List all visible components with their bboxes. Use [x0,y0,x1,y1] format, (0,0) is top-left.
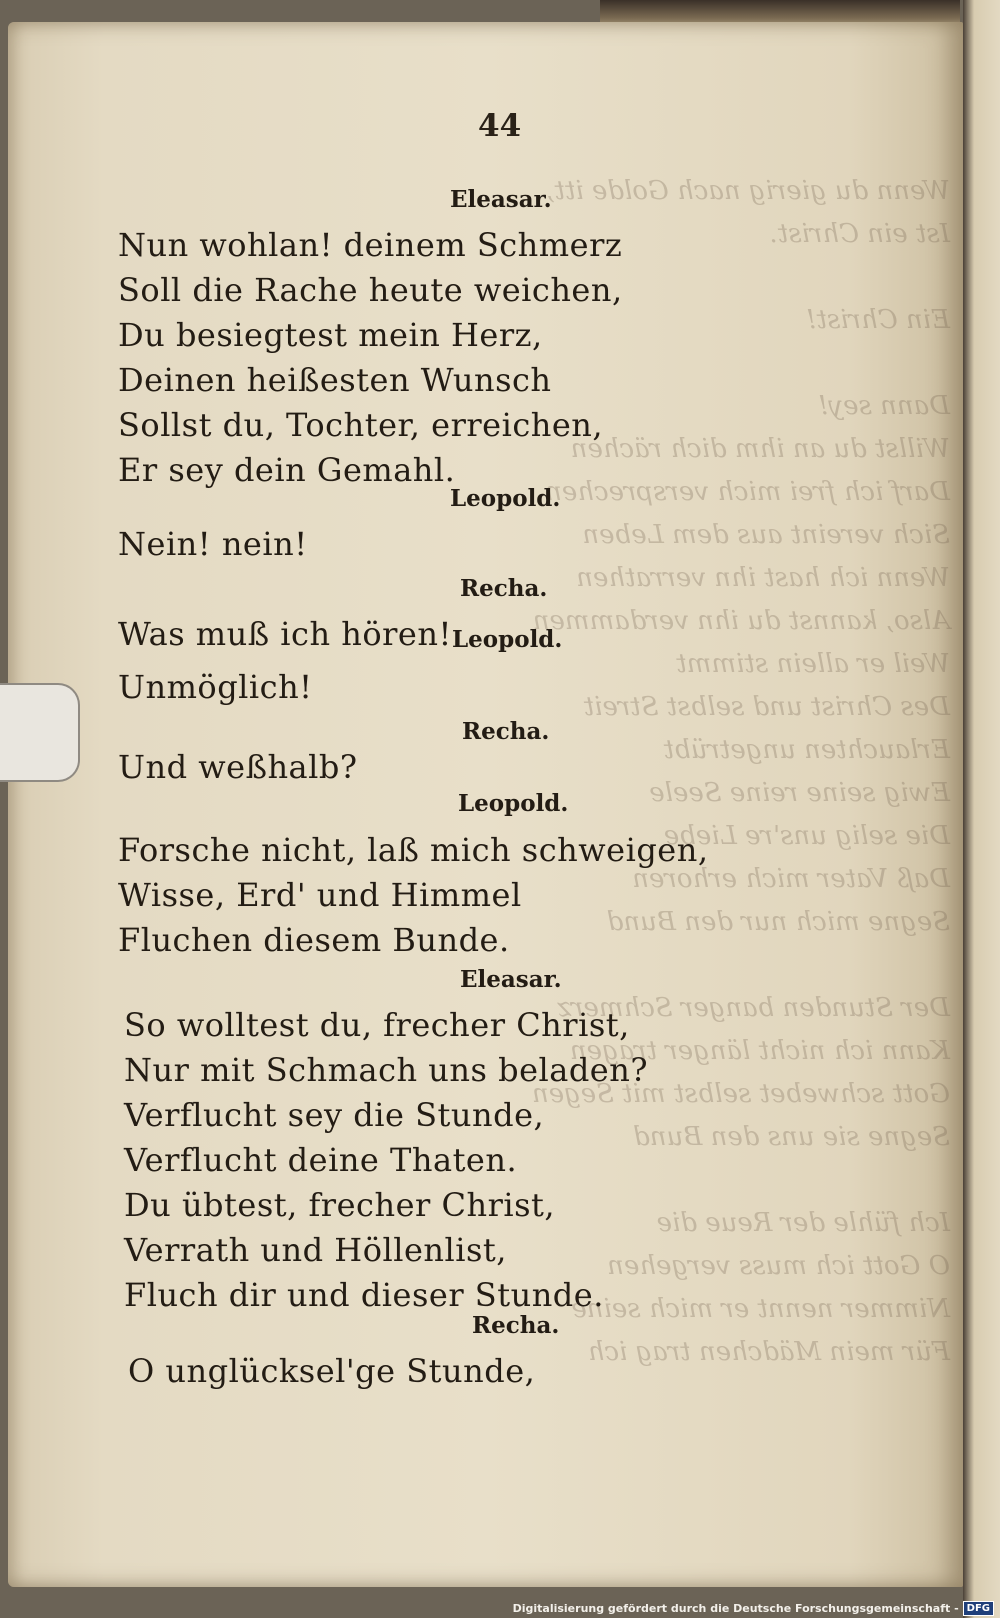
facing-page-edge [963,0,1000,1618]
verse-line: Soll die Rache heute weichen, [118,271,623,309]
page-number: 44 [478,108,522,144]
verse-line: Sollst du, Tochter, erreichen, [118,406,604,444]
verse-line: Unmöglich! [118,668,313,706]
verse-line: Deinen heißesten Wunsch [118,361,552,399]
verse-line: Und weßhalb? [118,748,358,786]
verse-line: Forsche nicht, laß mich schweigen, [118,831,709,869]
verse-line: Nur mit Schmach uns beladen? [124,1051,648,1089]
verse-line: Nein! nein! [118,525,308,563]
footer-text: Digitalisierung gefördert durch die Deutsche Forschungsgemeinschaft - [512,1602,959,1615]
verse-line: Verrath und Höllenlist, [124,1231,507,1269]
verse-line: Verflucht deine Thaten. [124,1141,518,1179]
verse-line: O unglücksel'ge Stunde, [128,1352,536,1390]
verse-line: Nun wohlan! deinem Schmerz [118,226,623,264]
speaker-name: Recha. [472,1312,560,1339]
verse-line: Was muß ich hören! [118,615,452,653]
verse-line: Er sey dein Gemahl. [118,451,456,489]
dfg-logo-icon: DFG [963,1601,994,1616]
verse-line: Fluch dir und dieser Stunde. [124,1276,604,1314]
verse-line: Verflucht sey die Stunde, [124,1096,545,1134]
speaker-name: Recha. [462,718,550,745]
verse-line: Wisse, Erd' und Himmel [118,876,522,914]
bookmark-tab [0,683,80,782]
verse-line: Du übtest, frecher Christ, [124,1186,556,1224]
digitization-footer [513,1601,994,1616]
speaker-name: Eleasar. [460,966,562,993]
speaker-name: Leopold. [450,485,561,512]
verse-line: So wolltest du, frecher Christ, [124,1006,630,1044]
speaker-name: Leopold. [452,626,563,653]
bleed-through-text: Wenn du gierig nach Golde itt, Ist ein Christ. Ein Christ! Dann sey! Willst du an ihm dich rächen Darf ich frei mich versprechen Sich vereint aus dem Leben Wenn ich hast ihn verrathen Also, kannst du ihn verdammen Weil er allein stimmt Des Christ und selbst Streit Erlauchten ungetrübt Ewig seine reine Seele Die selig uns're Liebe Daß Vater mich erhoren Segne mich nur den Bund Der Stunden banger Schmerz Kann ich nicht länger tragen Gott schwebet selbst mit Segen Segne sie uns den Bund Ich fühle der Reue die O Gott ich muss vergehen Nimmer nennt er mich seine Für mein Mädchen trag ich [531,176,950,1367]
verse-line: Du besiegtest mein Herz, [118,316,543,354]
speaker-name: Leopold. [458,790,569,817]
verse-line: Fluchen diesem Bunde. [118,921,510,959]
speaker-name: Eleasar. [450,186,552,213]
speaker-name: Recha. [460,575,548,602]
